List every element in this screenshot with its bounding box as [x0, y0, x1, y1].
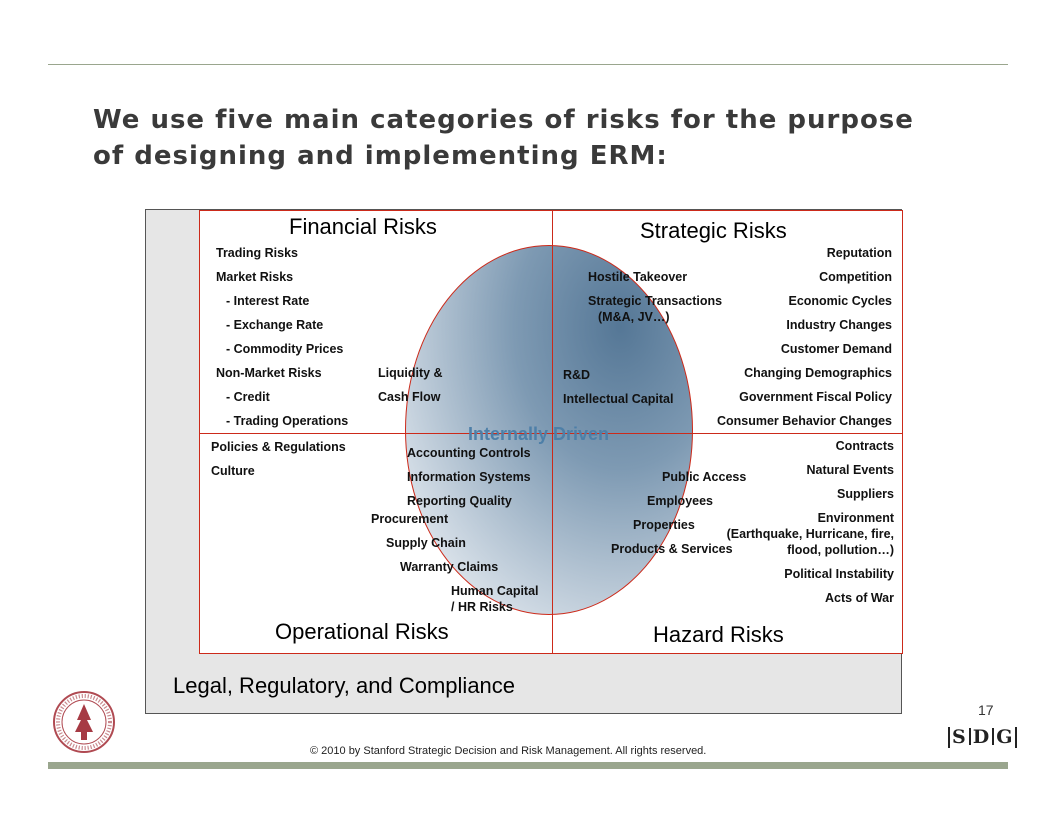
strategic-item: Competition: [819, 270, 892, 284]
hazard-internal-item: Products & Services: [611, 542, 733, 556]
operational-internal-item: Procurement: [371, 512, 449, 526]
logo-letter: D: [972, 726, 991, 748]
strategic-item: Industry Changes: [786, 318, 892, 332]
financial-item: - Credit: [226, 390, 270, 404]
operational-internal-item: / HR Risks: [451, 600, 513, 614]
strategic-internal-item: R&D: [563, 368, 591, 382]
operational-item: Policies & Regulations: [211, 440, 346, 454]
operational-risks-title: Operational Risks: [275, 619, 449, 644]
financial-internal-item: Cash Flow: [378, 390, 441, 404]
strategic-item: Consumer Behavior Changes: [716, 414, 892, 428]
legal-regulatory-compliance-label: Legal, Regulatory, and Compliance: [173, 673, 516, 698]
strategic-item: Government Fiscal Policy: [739, 390, 892, 404]
financial-item: - Exchange Rate: [226, 318, 324, 332]
hazard-risks-title: Hazard Risks: [653, 622, 784, 647]
hazard-item: Political Instability: [784, 567, 894, 581]
strategic-internal-item: Hostile Takeover: [588, 270, 688, 284]
hazard-item: Environment: [817, 511, 894, 525]
top-divider: [48, 64, 1008, 65]
hazard-item: (Earthquake, Hurricane, fire,: [726, 527, 894, 541]
operational-internal-item: Warranty Claims: [400, 560, 499, 574]
strategic-item: Customer Demand: [780, 342, 892, 356]
slide-title-line-2: of designing and implementing ERM:: [93, 141, 668, 171]
financial-internal-item: Liquidity &: [378, 366, 443, 380]
internally-driven-label: Internally Driven: [468, 424, 610, 444]
financial-item: - Trading Operations: [226, 414, 349, 428]
strategic-item: Changing Demographics: [744, 366, 892, 380]
hazard-internal-item: Public Access: [662, 470, 747, 484]
page-number: 17: [978, 702, 994, 718]
financial-item: Trading Risks: [216, 246, 298, 260]
strategic-risks-title: Strategic Risks: [640, 218, 787, 243]
operational-internal-item: Reporting Quality: [407, 494, 512, 508]
strategic-internal-item: Intellectual Capital: [563, 392, 674, 406]
financial-item: - Commodity Prices: [226, 342, 344, 356]
operational-internal-item: Human Capital: [451, 584, 539, 598]
strategic-internal-item: Strategic Transactions: [588, 294, 723, 308]
operational-internal-item: Information Systems: [407, 470, 531, 484]
financial-risks-title: Financial Risks: [289, 214, 437, 239]
financial-item: Non-Market Risks: [216, 366, 322, 380]
strategic-internal-item: (M&A, JV…): [598, 310, 670, 324]
operational-internal-item: Supply Chain: [386, 536, 466, 550]
slide-title: [93, 102, 973, 174]
hazard-item: Acts of War: [825, 591, 894, 605]
strategic-item: Reputation: [826, 246, 892, 260]
financial-item: Market Risks: [216, 270, 294, 284]
logo-letter: G: [996, 726, 1014, 748]
strategic-item: Economic Cycles: [788, 294, 892, 308]
financial-item: - Interest Rate: [226, 294, 310, 308]
operational-internal-item: Accounting Controls: [407, 446, 531, 460]
logo-letter: S: [952, 726, 967, 748]
university-seal-icon: [52, 690, 116, 754]
copyright-notice: © 2010 by Stanford Strategic Decision and Risk Management. All rights reserved.: [310, 745, 707, 757]
hazard-internal-item: Employees: [647, 494, 714, 508]
hazard-item: Natural Events: [806, 463, 894, 477]
bottom-bar: [48, 762, 1008, 769]
hazard-internal-item: Properties: [633, 518, 695, 532]
operational-item: Culture: [211, 464, 255, 478]
sdg-logo: [948, 727, 1017, 748]
slide-title-line-1: We use five main categories of risks for the purpose: [93, 105, 914, 135]
hazard-item: flood, pollution…): [787, 543, 894, 557]
hazard-item: Suppliers: [837, 487, 894, 501]
hazard-item: Contracts: [835, 439, 894, 453]
